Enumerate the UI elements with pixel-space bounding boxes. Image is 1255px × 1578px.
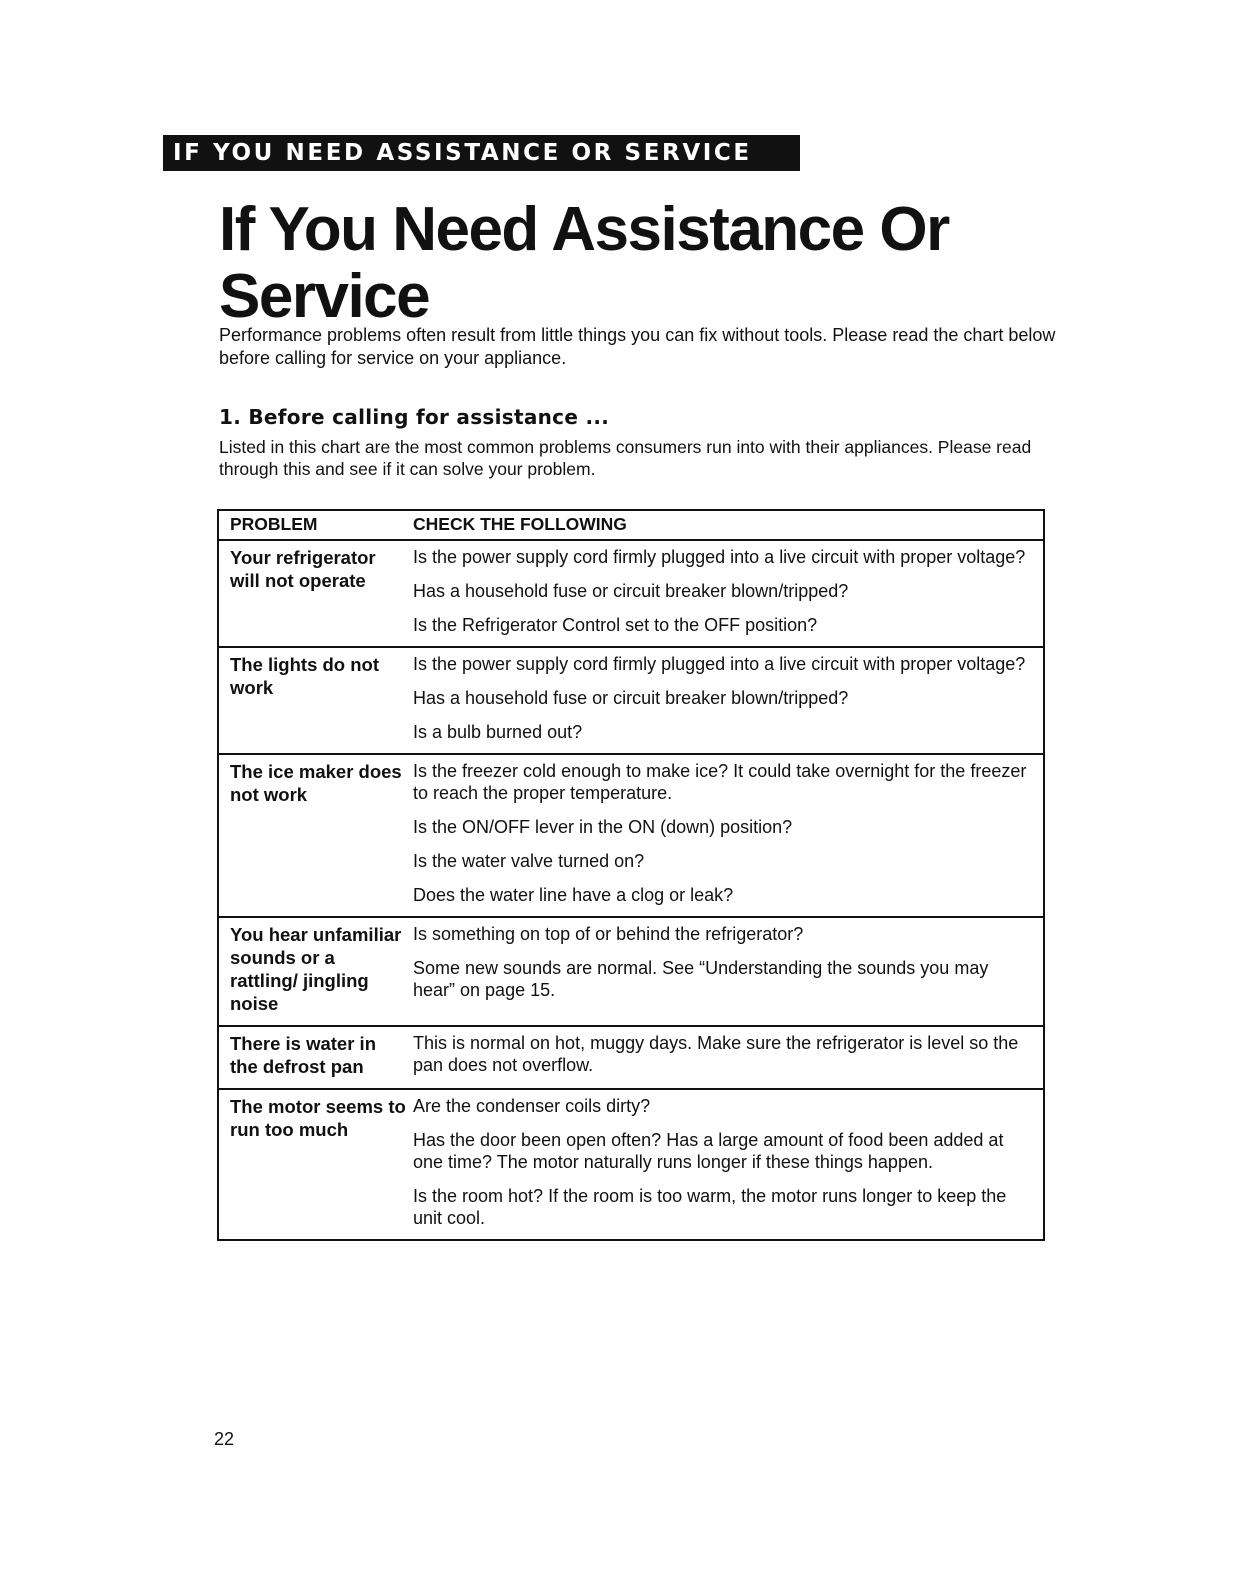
problem-cell: There is water in the defrost pan (230, 1033, 376, 1077)
check-item: Is the water valve turned on? (413, 851, 645, 871)
problem-cell: The lights do not work (230, 654, 380, 698)
troubleshooting-chart (217, 509, 1045, 1241)
check-cell (413, 760, 1043, 906)
table-row (219, 1027, 1043, 1090)
check-item: Are the condenser coils dirty? (413, 1096, 651, 1116)
check-cell (413, 1095, 1043, 1229)
problem-cell: The ice maker does not work (230, 761, 402, 805)
check-item: This is normal on hot, muggy days. Make sure the refrigerator is level so the pan does not overflow. (413, 1033, 1019, 1075)
header-problem: PROBLEM (230, 514, 318, 534)
table-row (219, 755, 1043, 918)
check-item: Is the power supply cord firmly plugged into a live circuit with proper voltage? (413, 547, 1026, 567)
page-title: If You Need Assistance Or Service (219, 195, 949, 331)
step-heading: 1. Before calling for assistance ... (219, 405, 610, 429)
chart-header-row (219, 511, 1043, 541)
check-cell (413, 653, 1043, 743)
check-item: Some new sounds are normal. See “Understanding the sounds you may hear” on page 15. (413, 958, 989, 1000)
table-row (219, 918, 1043, 1027)
step-description: Listed in this chart are the most common problems consumers run into with their appliances. Please read through this and see if it can solve your problem. (219, 437, 1032, 479)
intro-paragraph: Performance problems often result from little things you can fix without tools. Please read the chart below before calling for service on your appliance. (219, 325, 1056, 368)
check-item: Has a household fuse or circuit breaker blown/tripped? (413, 688, 849, 708)
check-item: Is the power supply cord firmly plugged into a live circuit with proper voltage? (413, 654, 1026, 674)
check-item: Is a bulb burned out? (413, 722, 583, 742)
check-item: Is the ON/OFF lever in the ON (down) position? (413, 817, 793, 837)
check-item: Is the room hot? If the room is too warm, the motor runs longer to keep the unit cool. (413, 1186, 1007, 1228)
check-cell (413, 1032, 1043, 1078)
header-check: CHECK THE FOLLOWING (413, 514, 627, 534)
page-number: 22 (214, 1429, 235, 1449)
check-item: Is something on top of or behind the refrigerator? (413, 924, 804, 944)
check-item: Has the door been open often? Has a large amount of food been added at one time? The motor naturally runs longer if these things happen. (413, 1130, 1004, 1172)
check-item: Has a household fuse or circuit breaker blown/tripped? (413, 581, 849, 601)
check-cell (413, 923, 1043, 1015)
table-row (219, 1090, 1043, 1239)
check-cell (413, 546, 1043, 636)
section-banner: IF YOU NEED ASSISTANCE OR SERVICE (163, 135, 800, 171)
problem-cell: Your refrigerator will not operate (230, 547, 376, 591)
table-row (219, 648, 1043, 755)
problem-cell: The motor seems to run too much (230, 1096, 406, 1140)
check-item: Is the freezer cold enough to make ice? It could take overnight for the freezer to reach the proper temperature. (413, 761, 1027, 803)
check-item: Does the water line have a clog or leak? (413, 885, 734, 905)
check-item: Is the Refrigerator Control set to the OFF position? (413, 615, 818, 635)
problem-cell: You hear unfamiliar sounds or a rattling/ jingling noise (230, 924, 402, 1014)
table-row (219, 541, 1043, 648)
